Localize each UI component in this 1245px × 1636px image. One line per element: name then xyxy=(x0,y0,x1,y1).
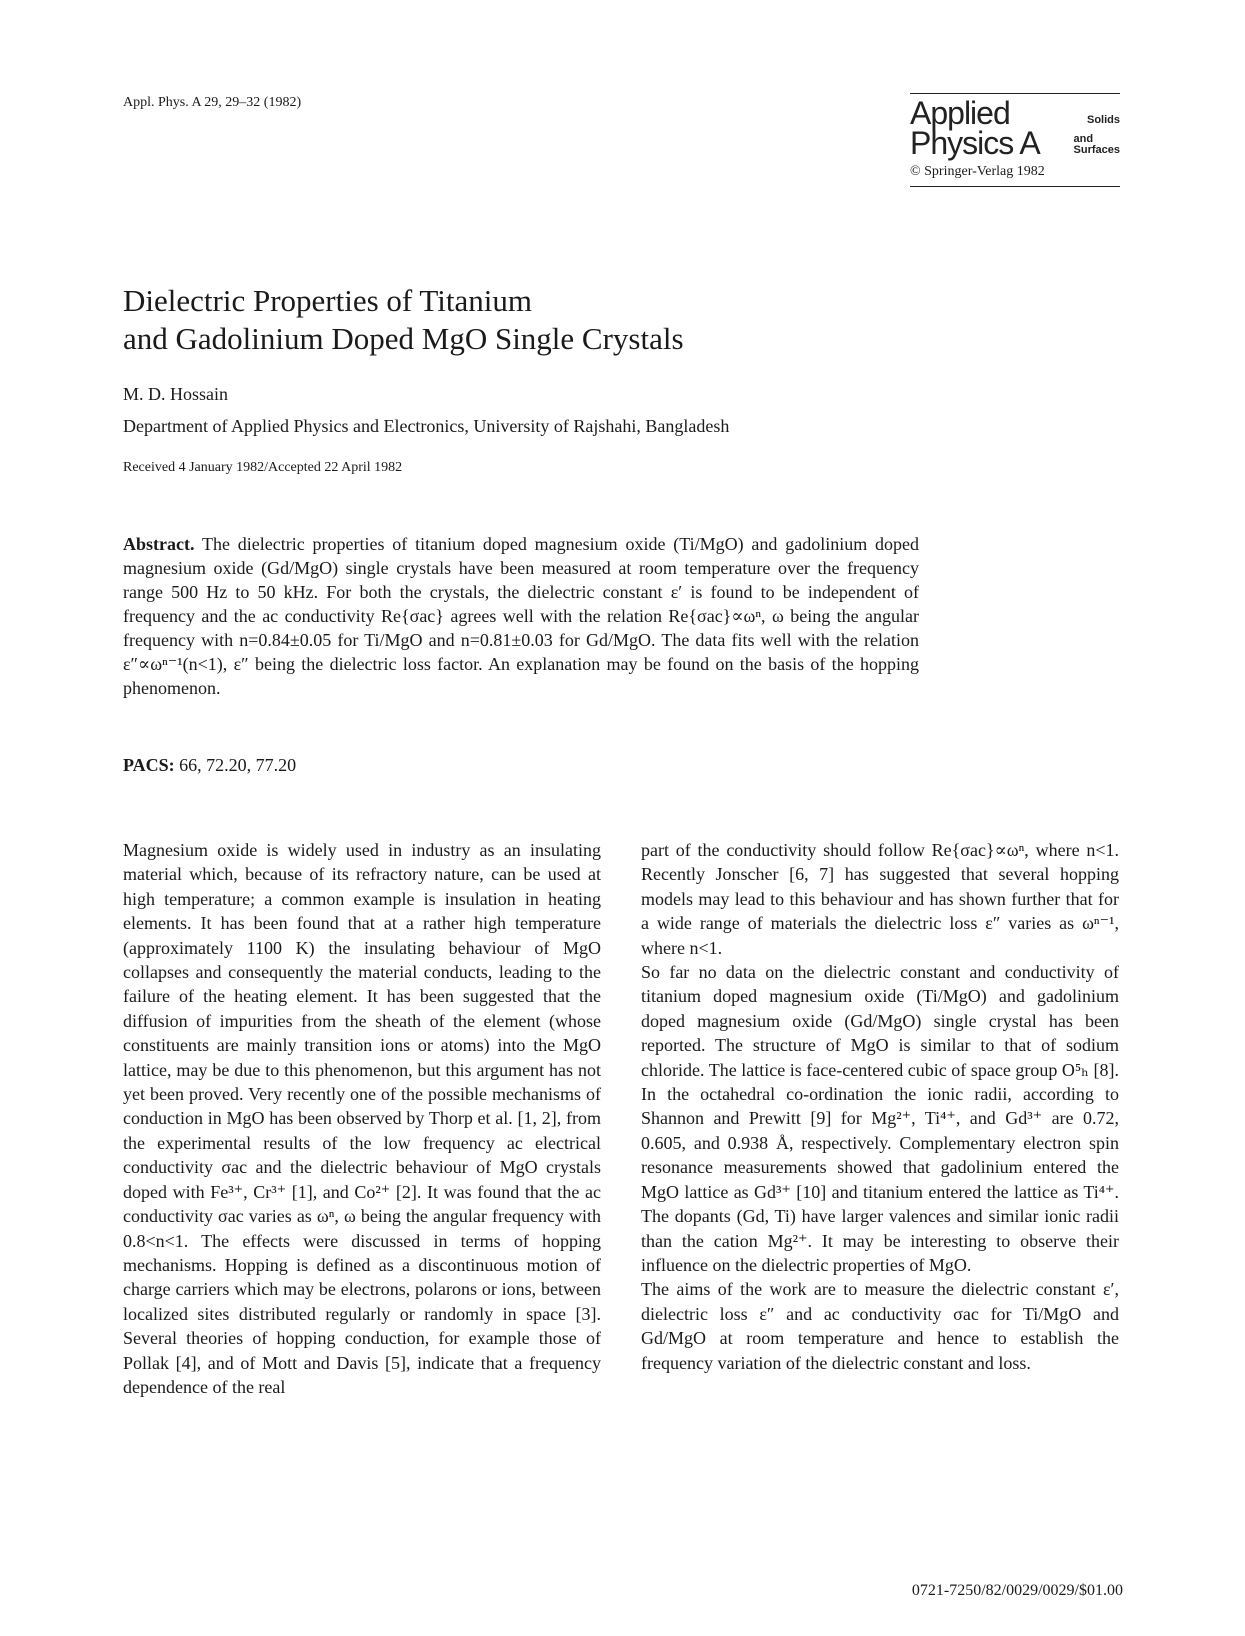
journal-citation: Appl. Phys. A 29, 29–32 (1982) xyxy=(123,95,302,110)
pacs-values: 66, 72.20, 77.20 xyxy=(179,755,297,775)
pacs-codes xyxy=(123,755,296,776)
pacs-label: PACS: xyxy=(123,755,175,775)
paragraph-aims: The aims of the work are to measure the dielectric constant ε′, dielectric loss ε″ and ac conductivity σac for Ti/MgO and Gd/MgO at room temperature and hence to establish the frequency variation of the dielectric constant and loss. xyxy=(641,1279,1119,1373)
logo-side-surfaces: Surfaces xyxy=(1073,144,1120,156)
title-line-2: and Gadolinium Doped MgO Single Crystals xyxy=(123,321,684,356)
paragraph-conductivity: part of the conductivity should follow Re{σac}∝ωⁿ, where n<1. Recently Jonscher [6, 7] has suggested that several hopping models may lead to this behaviour and has shown further that for a wide range of materials the dielectric loss ε″ varies as ωⁿ⁻¹, where n<1. xyxy=(641,840,1119,958)
title-line-1: Dielectric Properties of Titanium xyxy=(123,283,532,318)
abstract xyxy=(123,532,919,700)
footer-code: 0721-7250/82/0029/0029/$01.00 xyxy=(911,1582,1123,1599)
abstract-label: Abstract. xyxy=(123,534,195,554)
body-column-left xyxy=(123,838,601,1399)
logo-copyright: © Springer-Verlag 1982 xyxy=(910,164,1045,179)
logo-side-solids: Solids xyxy=(1086,114,1120,126)
received-date: Received 4 January 1982/Accepted 22 April 1982 xyxy=(123,460,403,475)
body-column-right xyxy=(641,838,1119,1375)
journal-logo xyxy=(910,93,1120,187)
logo-bottom-rule xyxy=(910,186,1120,187)
paragraph-intro: Magnesium oxide is widely used in industry as an insulating material which, because of its refractory nature, can be used at high temperature; a common example is insulation in heating elements. It has been found that at a rather high temperature (approximately 1100 K) the insulating behaviour of MgO collapses and consequently the material conducts, leading to the failure of the heating element. It has been suggested that the diffusion of impurities from the sheath of the element (whose constituents are mainly transition ions or atoms) into the MgO lattice, may be due to this phenomenon, but this argument has not yet been proved. Very recently one of the possible mechanisms of conduction in MgO has been observed by Thorp et al. [1, 2], from the experimental results of the low frequency ac electrical conductivity σac and the dielectric behaviour of MgO crystals doped with Fe³⁺, Cr³⁺ [1], and Co²⁺ [2]. It was found that the ac conductivity σac varies as ωⁿ, ω being the angular frequency with 0.8<n<1. The effects were discussed in terms of hopping mechanisms. Hopping is defined as a discontinuous motion of charge carriers which may be electrons, polarons or ions, between localized sites distributed regularly or randomly in space [3]. Several theories of hopping conduction, for example those of Pollak [4], and of Mott and Davis [5], indicate that a frequency dependence of the real xyxy=(123,840,601,1397)
abstract-text: The dielectric properties of titanium doped magnesium oxide (Ti/MgO) and gadolinium doped magnesium oxide (Gd/MgO) single crystals have been measured at room temperature over the frequency range 500 Hz to 50 kHz. For both the crystals, the dielectric constant ε′ is found to be independent of frequency and the ac conductivity Re{σac} agrees well with the relation Re{σac}∝ωⁿ, ω being the angular frequency with n=0.84±0.05 for Ti/MgO and n=0.81±0.03 for Gd/MgO. The data fits well with the relation ε″∝ωⁿ⁻¹(n<1), ε″ being the dielectric loss factor. An explanation may be found on the basis of the hopping phenomenon. xyxy=(123,534,919,698)
logo-word-applied: Applied xyxy=(910,95,1010,131)
logo-word-physics: Physics A xyxy=(910,125,1040,161)
author-affiliation: Department of Applied Physics and Electronics, University of Rajshahi, Bangladesh xyxy=(123,416,730,436)
logo-top-rule xyxy=(910,93,1120,94)
paragraph-structure: So far no data on the dielectric constant and conductivity of titanium doped magnesium oxide (Ti/MgO) and gadolinium doped magnesium oxide (Gd/MgO) single crystal has been reported. The structure of MgO is similar to that of sodium chloride. The lattice is face-centered cubic of space group O⁵ₕ [8]. In the octahedral co-ordination the ionic radii, according to Shannon and Prewitt [9] for Mg²⁺, Ti⁴⁺, and Gd³⁺ are 0.72, 0.605, and 0.938 Å, respectively. Complementary electron spin resonance measurements showed that gadolinium entered the MgO lattice as Gd³⁺ [10] and titanium entered the lattice as Ti⁴⁺. The dopants (Gd, Ti) have larger valences and similar ionic radii than the cation Mg²⁺. It may be interesting to observe their influence on the dielectric properties of MgO. xyxy=(641,962,1119,1275)
article-title xyxy=(123,282,1023,358)
logo-side-and: and xyxy=(1073,133,1094,145)
author-name: M. D. Hossain xyxy=(123,384,229,404)
